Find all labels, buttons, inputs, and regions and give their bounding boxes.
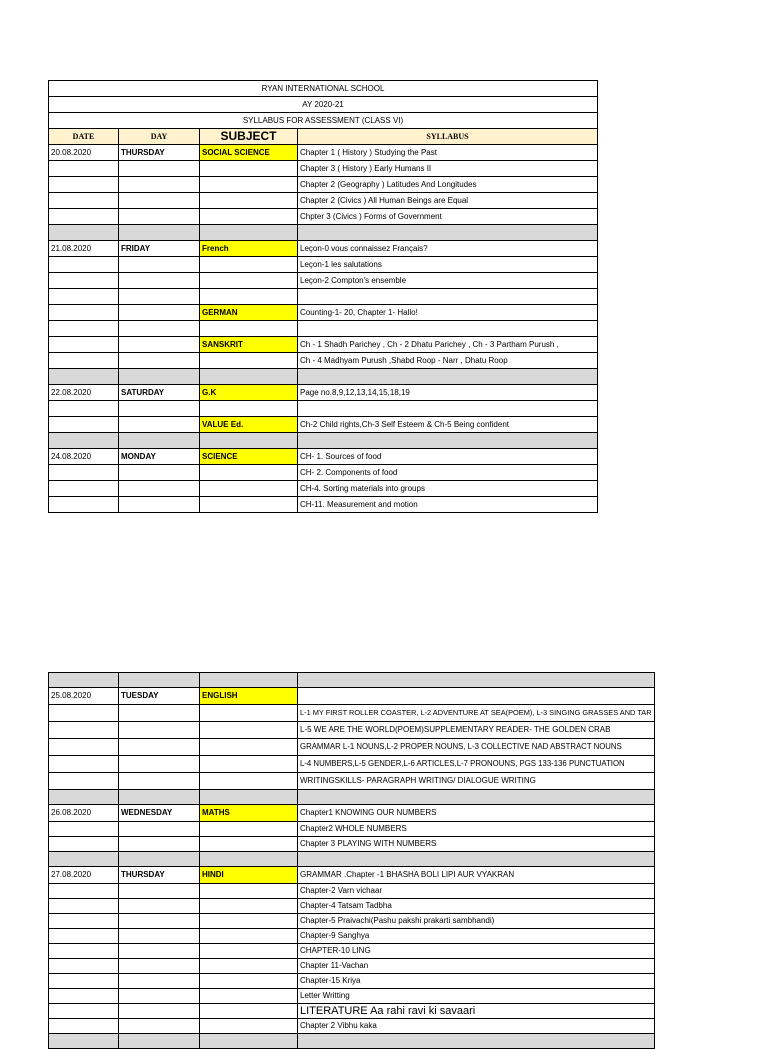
table-row [49, 417, 598, 433]
subject-cell: HINDI [200, 867, 298, 884]
table-row [49, 884, 655, 899]
syllabus-cell: CH-4. Sorting materials into groups [298, 481, 598, 497]
syllabus-cell: Chapter-15 Kriya [298, 974, 655, 989]
syllabus-cell: Chapter 11-Vachan [298, 959, 655, 974]
syllabus-cell: Chapter-9 Sanghya [298, 929, 655, 944]
academic-year: AY 2020-21 [49, 97, 598, 113]
day-cell: THURSDAY [119, 867, 200, 884]
separator-row [49, 852, 655, 867]
table-row [49, 822, 655, 837]
column-header-row [49, 129, 598, 145]
column-header-day: DAY [119, 129, 200, 145]
table-row [49, 914, 655, 929]
table-row [49, 805, 655, 822]
table-row [49, 481, 598, 497]
subject-cell: SOCIAL SCIENCE [200, 145, 298, 161]
separator-row [49, 433, 598, 449]
subject-cell: SANSKRIT [200, 337, 298, 353]
syllabus-cell: L-5 WE ARE THE WORLD(POEM)SUPPLEMENTARY READER- THE GOLDEN CRAB [298, 722, 655, 739]
separator-row [49, 369, 598, 385]
subject-cell: French [200, 241, 298, 257]
table-row [49, 959, 655, 974]
table-row [49, 837, 655, 852]
table-row [49, 353, 598, 369]
date-cell: 21.08.2020 [49, 241, 119, 257]
date-cell: 27.08.2020 [49, 867, 119, 884]
table-row [49, 465, 598, 481]
syllabus-cell: GRAMMAR L-1 NOUNS,L-2 PROPER NOUNS, L-3 COLLECTIVE NAD ABSTRACT NOUNS [298, 739, 655, 756]
syllabus-cell: Chapter-2 Varn vichaar [298, 884, 655, 899]
syllabus-cell: Chapter-4 Tatsam Tadbha [298, 899, 655, 914]
syllabus-cell: Chapter 3 PLAYING WITH NUMBERS [298, 837, 655, 852]
table-row [49, 305, 598, 321]
subject-cell: MATHS [200, 805, 298, 822]
column-header-date: DATE [49, 129, 119, 145]
table-row [49, 899, 655, 914]
syllabus-cell: CHAPTER-10 LING [298, 944, 655, 959]
syllabus-cell: Counting-1- 20, Chapter 1- Hallo! [298, 305, 598, 321]
table-row [49, 867, 655, 884]
table-row [49, 974, 655, 989]
table-row [49, 385, 598, 401]
syllabus-cell: Chapter 2 Vibhu kaka [298, 1019, 655, 1034]
syllabus-cell: Leçon-2 Compton's ensemble [298, 273, 598, 289]
separator-row [49, 225, 598, 241]
table-row [49, 705, 655, 722]
syllabus-cell: Chapter2 WHOLE NUMBERS [298, 822, 655, 837]
syllabus-cell: CH- 2. Components of food [298, 465, 598, 481]
subject-cell: GERMAN [200, 305, 298, 321]
date-cell: 20.08.2020 [49, 145, 119, 161]
column-header-subject: SUBJECT [200, 129, 298, 145]
syllabus-cell: Chpter 3 (Civics ) Forms of Government [298, 209, 598, 225]
separator-row [49, 1034, 655, 1049]
table-row [49, 401, 598, 417]
table-row [49, 177, 598, 193]
syllabus-cell: Leçon-0 vous connaissez Français? [298, 241, 598, 257]
syllabus-cell: Chapter 3 ( History ) Early Humans II [298, 161, 598, 177]
separator-row [49, 790, 655, 805]
table-row [49, 241, 598, 257]
day-cell: TUESDAY [119, 688, 200, 705]
table-row [49, 944, 655, 959]
table-row [49, 257, 598, 273]
separator-row [49, 673, 655, 688]
table-row [49, 773, 655, 790]
table-row [49, 321, 598, 337]
syllabus-table-1 [48, 80, 598, 513]
table-row [49, 273, 598, 289]
school-name: RYAN INTERNATIONAL SCHOOL [49, 81, 598, 97]
syllabus-cell: L-1 MY FIRST ROLLER COASTER, L-2 ADVENTURE AT SEA(POEM), L-3 SINGING GRASSES AND TAR [298, 705, 655, 722]
day-cell: FRIDAY [119, 241, 200, 257]
syllabus-table-2 [48, 672, 655, 1049]
subject-cell: ENGLISH [200, 688, 298, 705]
column-header-syllabus: SYLLABUS [298, 129, 598, 145]
table-row [49, 209, 598, 225]
day-cell: MONDAY [119, 449, 200, 465]
syllabus-cell: L-4 NUMBERS,L-5 GENDER,L-6 ARTICLES,L-7 PRONOUNS, PGS 133-136 PUNCTUATION [298, 756, 655, 773]
syllabus-cell: CH-11. Measurement and motion [298, 497, 598, 513]
syllabus-cell: Chapter 2 (Civics ) All Human Beings are Equal [298, 193, 598, 209]
table-row [49, 756, 655, 773]
page-title: SYLLABUS FOR ASSESSMENT (CLASS VI) [49, 113, 598, 129]
syllabus-cell: Ch-2 Child rights,Ch-3 Self Esteem & Ch-5 Being confident [298, 417, 598, 433]
day-cell: SATURDAY [119, 385, 200, 401]
date-cell: 24.08.2020 [49, 449, 119, 465]
table-row [49, 145, 598, 161]
table-row [49, 337, 598, 353]
table-row [49, 739, 655, 756]
syllabus-cell: Chapter1 KNOWING OUR NUMBERS [298, 805, 655, 822]
table-row [49, 449, 598, 465]
syllabus-cell: Chapter-5 Praivachi(Pashu pakshi prakarti sambhandi) [298, 914, 655, 929]
table-row [49, 1019, 655, 1034]
table-row [49, 722, 655, 739]
syllabus-cell: Ch - 4 Madhyam Purush ,Shabd Roop - Narr , Dhatu Roop [298, 353, 598, 369]
syllabus-cell: Letter Writting [298, 989, 655, 1004]
day-cell: WEDNESDAY [119, 805, 200, 822]
subject-cell: VALUE Ed. [200, 417, 298, 433]
syllabus-cell: LITERATURE Aa rahi ravi ki savaari [298, 1004, 655, 1019]
syllabus-cell: GRAMMAR .Chapter -1 BHASHA BOLI LIPI AUR VYAKRAN [298, 867, 655, 884]
syllabus-cell: Chapter 2 (Geography ) Latitudes And Longitudes [298, 177, 598, 193]
table-row [49, 497, 598, 513]
syllabus-cell: Chapter 1 ( History ) Studying the Past [298, 145, 598, 161]
subject-cell: G.K [200, 385, 298, 401]
table-row [49, 929, 655, 944]
table-row [49, 688, 655, 705]
table-row [49, 161, 598, 177]
date-cell: 22.08.2020 [49, 385, 119, 401]
syllabus-cell: Page no.8,9,12,13,14,15,18,19 [298, 385, 598, 401]
day-cell: THURSDAY [119, 145, 200, 161]
date-cell: 26.08.2020 [49, 805, 119, 822]
subject-cell: SCIENCE [200, 449, 298, 465]
table-row [49, 1004, 655, 1019]
syllabus-cell: Leçon-1 les salutations [298, 257, 598, 273]
table-row [49, 989, 655, 1004]
syllabus-cell: Ch - 1 Shadh Parichey , Ch - 2 Dhatu Parichey , Ch - 3 Partham Purush , [298, 337, 598, 353]
syllabus-cell: CH- 1. Sources of food [298, 449, 598, 465]
date-cell: 25.08.2020 [49, 688, 119, 705]
table-row [49, 193, 598, 209]
syllabus-cell: WRITINGSKILLS- PARAGRAPH WRITING/ DIALOGUE WRITING [298, 773, 655, 790]
table-row [49, 289, 598, 305]
